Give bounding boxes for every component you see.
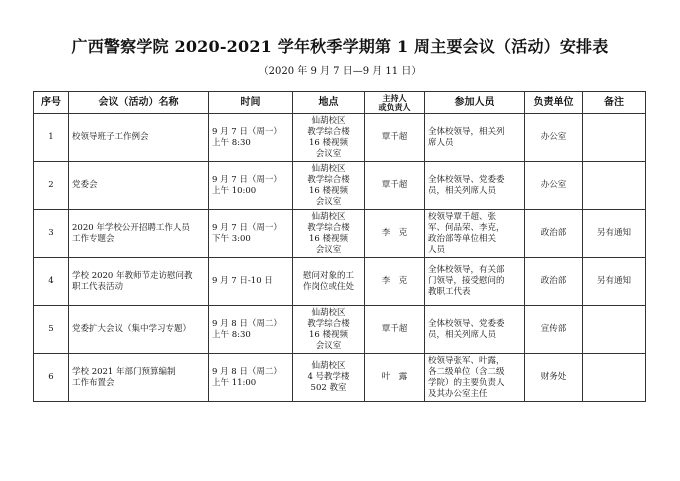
cell-unit: 财务处 <box>525 354 583 402</box>
schedule-table <box>33 91 646 402</box>
cell-no: 4 <box>34 258 69 306</box>
cell-name: 校领导班子工作例会 <box>69 114 209 162</box>
cell-place: 慰问对象的工 作岗位或住处 <box>293 258 365 306</box>
cell-host: 覃千超 <box>365 306 425 354</box>
cell-remark: 另有通知 <box>583 210 646 258</box>
cell-time: 9 月 7 日-10 日 <box>209 258 293 306</box>
cell-unit: 宣传部 <box>525 306 583 354</box>
cell-name: 党委会 <box>69 162 209 210</box>
cell-time: 9 月 7 日（周一） 下午 3:00 <box>209 210 293 258</box>
document-title: 广西警察学院 2020-2021 学年秋季学期第 1 周主要会议（活动）安排表 <box>71 37 609 56</box>
header-no: 序号 <box>34 92 69 114</box>
cell-attendees: 校领导张军、叶露， 各二级单位（含二级 学院）的主要负责人 及其办公室主任 <box>425 354 525 402</box>
table-row <box>34 210 646 258</box>
cell-remark <box>583 162 646 210</box>
cell-place: 仙葫校区 教学综合楼 16 楼视频 会议室 <box>293 306 365 354</box>
cell-place: 仙葫校区 教学综合楼 16 楼视频 会议室 <box>293 114 365 162</box>
cell-place: 仙葫校区 4 号教学楼 502 教室 <box>293 354 365 402</box>
table-row <box>34 258 646 306</box>
cell-remark <box>583 114 646 162</box>
cell-host: 叶 露 <box>365 354 425 402</box>
cell-unit: 办公室 <box>525 162 583 210</box>
header-row <box>34 92 646 114</box>
cell-host: 李 克 <box>365 258 425 306</box>
cell-unit: 办公室 <box>525 114 583 162</box>
cell-unit: 政治部 <box>525 258 583 306</box>
cell-attendees: 全体校领导，有关部 门领导，接受慰问的 教职工代表 <box>425 258 525 306</box>
cell-remark <box>583 354 646 402</box>
header-place: 地点 <box>293 92 365 114</box>
cell-no: 1 <box>34 114 69 162</box>
cell-name: 学校 2020 年教师节走访慰问教 职工代表活动 <box>69 258 209 306</box>
cell-remark: 另有通知 <box>583 258 646 306</box>
cell-time: 9 月 7 日（周一） 上午 8:30 <box>209 114 293 162</box>
cell-time: 9 月 8 日（周二） 上午 11:00 <box>209 354 293 402</box>
cell-attendees: 全体校领导、党委委 员，相关列席人员 <box>425 162 525 210</box>
cell-name: 2020 年学校公开招聘工作人员 工作专题会 <box>69 210 209 258</box>
cell-attendees: 全体校领导，相关列 席人员 <box>425 114 525 162</box>
table-row <box>34 162 646 210</box>
cell-attendees: 全体校领导、党委委 员，相关列席人员 <box>425 306 525 354</box>
cell-no: 5 <box>34 306 69 354</box>
cell-place: 仙葫校区 教学综合楼 16 楼视频 会议室 <box>293 162 365 210</box>
cell-time: 9 月 8 日（周二） 上午 8:30 <box>209 306 293 354</box>
header-unit: 负责单位 <box>525 92 583 114</box>
header-name: 会议（活动）名称 <box>69 92 209 114</box>
cell-no: 6 <box>34 354 69 402</box>
cell-no: 3 <box>34 210 69 258</box>
table-row <box>34 354 646 402</box>
header-remark: 备注 <box>583 92 646 114</box>
cell-host: 李 克 <box>365 210 425 258</box>
header-time: 时间 <box>209 92 293 114</box>
table-row <box>34 114 646 162</box>
cell-place: 仙葫校区 教学综合楼 16 楼视频 会议室 <box>293 210 365 258</box>
document-subtitle: （2020 年 9 月 7 日—9 月 11 日） <box>258 66 422 77</box>
cell-time: 9 月 7 日（周一） 上午 10:00 <box>209 162 293 210</box>
header-host: 主持人 或负责人 <box>365 92 425 114</box>
cell-host: 覃千超 <box>365 114 425 162</box>
cell-no: 2 <box>34 162 69 210</box>
header-attendees: 参加人员 <box>425 92 525 114</box>
cell-name: 党委扩大会议（集中学习专题） <box>69 306 209 354</box>
cell-name: 学校 2021 年部门预算编制 工作布置会 <box>69 354 209 402</box>
cell-unit: 政治部 <box>525 210 583 258</box>
cell-attendees: 校领导覃千超、张 军、何品荣、李克， 政治部等单位相关 人员 <box>425 210 525 258</box>
cell-host: 覃千超 <box>365 162 425 210</box>
table-row <box>34 306 646 354</box>
cell-remark <box>583 306 646 354</box>
